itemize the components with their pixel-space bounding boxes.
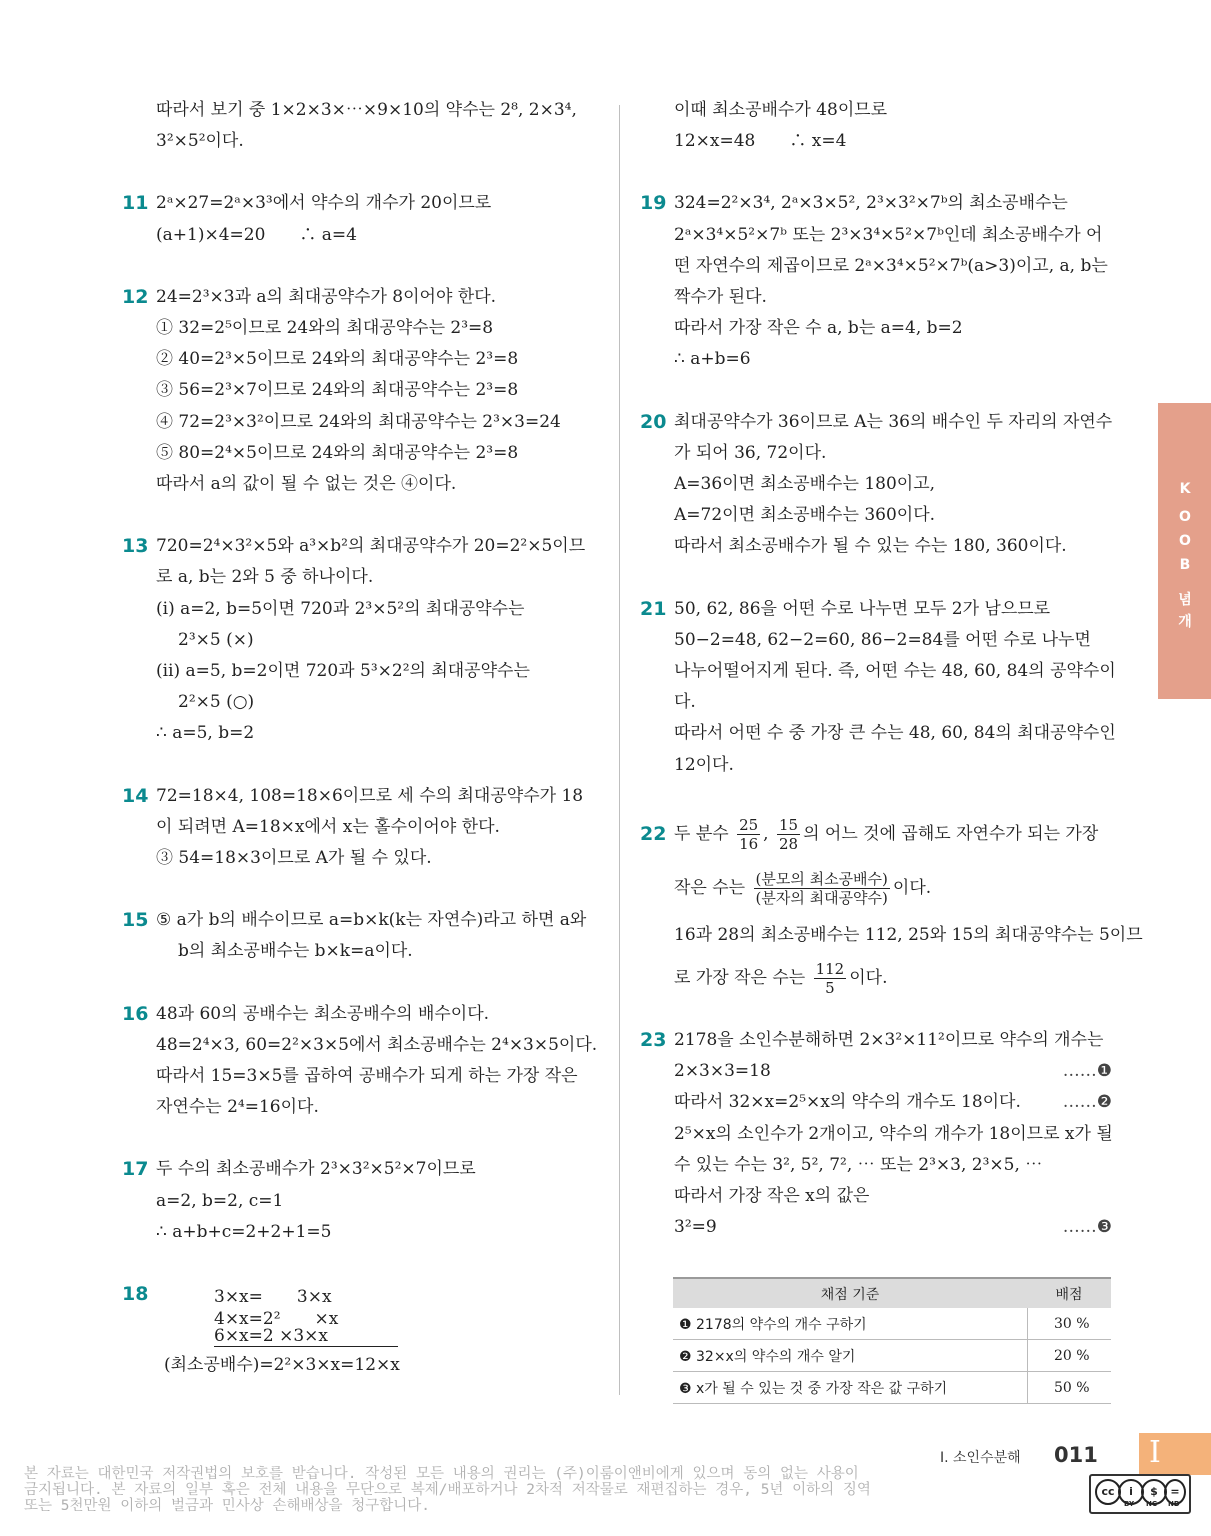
problem-number: 22	[640, 822, 667, 845]
text-line: A=72이면 최소공배수는 360이다.	[674, 505, 936, 526]
text-line: 이 되려면 A=18×x에서 x는 홀수이어야 한다.	[156, 816, 500, 837]
text-line: 떤 자연수의 제곱이므로 2ᵃ×3⁴×5²×7ᵇ(a>3)이고, a, b는	[674, 255, 1108, 276]
text-line: 2⁵×x의 소인수가 2개이고, 약수의 개수가 18이므로 x가 될	[674, 1123, 1113, 1144]
separator: ,	[763, 823, 769, 844]
text-line: a=2, b=2, c=1	[156, 1190, 284, 1211]
problem-20	[640, 407, 1112, 563]
side-tab-letter: B	[1179, 557, 1191, 573]
intro-block	[640, 95, 1112, 157]
text-line: ③ 56=2³×7이므로 24와의 최대공약수는 2³=8	[156, 380, 519, 401]
text-line: 따라서 보기 중 1×2×3×⋯×9×10의 약수는 2⁸, 2×3⁴,	[156, 100, 577, 120]
lcm-row: 4×x=2² ×x	[214, 1309, 339, 1330]
text-line: b의 최소공배수는 b×k=a이다.	[178, 941, 413, 962]
numerator: 15	[778, 815, 799, 834]
text-line: ④ 72=2³×3²이므로 24와의 최대공약수는 2³×3=24	[156, 411, 561, 432]
problem-14	[122, 781, 597, 875]
text-line: 로 a, b는 2와 5 중 하나이다.	[156, 567, 374, 588]
text-line: 다.	[674, 692, 696, 713]
points-cell: 50 %	[1027, 1372, 1111, 1404]
copyright-notice	[24, 1466, 1034, 1514]
text-line: 가 되어 36, 72이다.	[674, 442, 827, 463]
text-line: 따라서 어떤 수 중 가장 큰 수는 48, 60, 84의 최대공약수인	[674, 723, 1116, 744]
text-line: 짝수가 된다.	[674, 287, 767, 308]
fraction-25-16	[737, 816, 760, 853]
text-span: 로 가장 작은 수는	[674, 968, 806, 989]
text-line: 최대공약수가 36이므로 A는 36의 배수인 두 자리의 자연수	[674, 411, 1113, 432]
text-line: 50, 62, 86을 어떤 수로 나누면 모두 2가 남으므로	[674, 598, 1051, 619]
problem-number: 14	[122, 784, 149, 807]
problem-number: 16	[122, 1002, 149, 1025]
creative-commons-badge	[1089, 1474, 1191, 1514]
right-column	[640, 95, 1143, 1243]
criterion-cell: ❸ x가 될 수 있는 것 중 가장 작은 값 구하기	[673, 1372, 1027, 1404]
denominator: 5	[825, 979, 835, 998]
text-line: 48=2⁴×3, 60=2²×3×5에서 최소공배수는 2⁴×3×5이다.	[156, 1034, 598, 1055]
text-line: ∴ a+b=6	[674, 349, 751, 370]
text-line: 자연수는 2⁴=16이다.	[156, 1097, 319, 1118]
chapter-tab	[1139, 1433, 1211, 1475]
text-line: 2ᵃ×3⁴×5²×7ᵇ 또는 2³×3⁴×5²×7ᵇ인데 최소공배수가 어	[674, 224, 1103, 245]
text-line: 3²×5²이다.	[156, 131, 244, 152]
table-row	[673, 1308, 1111, 1340]
text-line: (ⅱ) a=5, b=2이면 720과 5³×2²의 최대공약수는	[156, 661, 530, 682]
criterion-cell: ❶ 2178의 약수의 개수 구하기	[673, 1308, 1027, 1340]
text-line: ① 32=2⁵이므로 24와의 최대공약수는 2³=8	[156, 318, 494, 339]
text-line: 따라서 최소공배수가 될 수 있는 수는 180, 360이다.	[674, 536, 1067, 557]
cc-label: NC	[1146, 1500, 1157, 1508]
problem-15	[122, 905, 597, 967]
lcm-row: 3×x= 3×x	[214, 1287, 332, 1308]
intro-block	[122, 95, 597, 157]
text-line: 2²×5 (○)	[178, 692, 255, 713]
noncommercial-icon: $	[1141, 1479, 1167, 1505]
problem-number: 13	[122, 535, 149, 558]
text-line: 72=18×4, 108=18×6이므로 세 수의 최대공약수가 18	[156, 785, 584, 806]
step-marker-1: ……❶	[1062, 1061, 1112, 1082]
text-line: ∴ a+b+c=2+2+1=5	[156, 1221, 332, 1242]
problem-17	[122, 1154, 597, 1248]
lcm-row: 6×x=2 ×3×x	[214, 1326, 398, 1347]
fraction-lcm-gcd	[754, 870, 890, 907]
problem-18	[122, 1279, 597, 1375]
text-line: 따라서 32×x=2⁵×x의 약수의 개수도 18이다.	[674, 1092, 1021, 1113]
problem-number: 17	[122, 1158, 149, 1181]
text-line: 720=2⁴×3²×5와 a³×b²의 최대공약수가 20=2²×5이므	[156, 536, 586, 557]
text-line: 48과 60의 공배수는 최소공배수의 배수이다.	[156, 1003, 490, 1024]
text-line: 2ᵃ×27=2ᵃ×3³에서 약수의 개수가 20이므로	[156, 193, 492, 214]
denominator: (분자의 최대공약수)	[755, 888, 888, 907]
text-line: 3²=9	[674, 1217, 717, 1238]
table-row	[673, 1372, 1111, 1404]
numerator: (분모의 최소공배수)	[755, 869, 888, 888]
side-tab-letter: 개	[1178, 614, 1192, 630]
text-line: 50−2=48, 62−2=60, 86−2=84를 어떤 수로 나누면	[674, 629, 1091, 650]
problem-number: 21	[640, 597, 667, 620]
fraction-15-28	[777, 816, 800, 853]
numerator: 25	[739, 815, 759, 834]
page-number: 011	[1054, 1443, 1098, 1467]
cc-icon: cc	[1095, 1479, 1121, 1505]
table-row	[673, 1340, 1111, 1372]
text-line: ② 40=2³×5이므로 24와의 최대공약수는 2³=8	[156, 349, 519, 370]
problem-21	[640, 594, 1116, 781]
text-span: 두 분수	[674, 823, 729, 844]
text-line: A=36이면 최소공배수는 180이고,	[674, 474, 936, 495]
problem-number: 20	[640, 410, 667, 433]
text-span: 이다.	[849, 968, 888, 989]
problem-number: 11	[122, 192, 149, 215]
text-line: 나누어떨어지게 된다. 즉, 어떤 수는 48, 60, 84의 공약수이	[674, 661, 1116, 682]
text-line: 12×x=48 ∴ x=4	[674, 131, 847, 152]
column-header: 배점	[1027, 1278, 1111, 1308]
copyright-line: 금지됩니다. 본 자료의 일부 혹은 전체 내용을 무단으로 복제/배포하거나 2차적 저작물로 재편집하는 경우, 5년 이하의 징역	[24, 1482, 871, 1498]
text-line: 2178을 소인수분해하면 2×3²×11²이므로 약수의 개수는	[674, 1030, 1104, 1051]
section-title: Ⅰ. 소인수분해	[940, 1450, 1021, 1466]
text-line: 따라서 가장 작은 수 a, b는 a=4, b=2	[674, 318, 963, 339]
text-line: 16과 28의 최소공배수는 112, 25와 15의 최대공약수는 5이므	[674, 924, 1143, 945]
text-line: 따라서 가장 작은 x의 값은	[674, 1186, 870, 1207]
text-line: (a+1)×4=20 ∴ a=4	[156, 224, 357, 245]
fraction-112-5	[814, 960, 847, 997]
text-line: 따라서 a의 값이 될 수 없는 것은 ④이다.	[156, 474, 457, 495]
problem-number: 12	[122, 285, 149, 308]
step-marker-3: ……❸	[1062, 1217, 1112, 1238]
text-line: 324=2²×3⁴, 2ᵃ×3×5², 2³×3²×7ᵇ의 최소공배수는	[674, 193, 1068, 214]
noderivs-icon: =	[1164, 1479, 1186, 1505]
numerator: 112	[815, 960, 845, 979]
text-line: 12이다.	[674, 754, 734, 775]
problem-16	[122, 999, 597, 1124]
problem-number: 15	[122, 909, 149, 932]
side-tab-letter: O	[1179, 509, 1191, 525]
text-span: 의 어느 것에 곱해도 자연수가 되는 가장	[803, 823, 1099, 844]
step-marker-2: ……❷	[1062, 1092, 1112, 1113]
cc-label: BY	[1124, 1500, 1135, 1508]
side-tab-letter: O	[1179, 533, 1191, 549]
points-cell: 30 %	[1027, 1308, 1111, 1340]
cc-label: ND	[1168, 1500, 1180, 1508]
problem-number: 23	[640, 1029, 667, 1052]
problem-number: 19	[640, 192, 667, 215]
chapter-tab-label: Ⅰ	[1149, 1435, 1161, 1470]
text-line: (ⅰ) a=2, b=5이면 720과 2³×5²의 최대공약수는	[156, 598, 525, 619]
table-header-row	[673, 1278, 1111, 1308]
points-cell: 20 %	[1027, 1340, 1111, 1372]
text-line: ∴ a=5, b=2	[156, 723, 255, 744]
text-span: 이다.	[892, 877, 932, 898]
text-line: ⑤ 80=2⁴×5이므로 24와의 최대공약수는 2³=8	[156, 442, 519, 463]
side-tab-letter: 념	[1178, 592, 1192, 608]
problem-19	[640, 188, 1112, 375]
problem-22	[640, 812, 1143, 1005]
problem-number: 18	[122, 1283, 149, 1306]
text-line: 2³×5 (×)	[178, 629, 254, 650]
problem-23	[640, 1025, 1112, 1243]
copyright-line: 본 자료는 대한민국 저작권법의 보호를 받습니다. 작성된 모든 내용의 권리는 (주)이룸이앤비에게 있으며 동의 없는 사용이	[24, 1466, 859, 1482]
problem-13	[122, 531, 597, 749]
side-tab-letter: K	[1179, 481, 1191, 497]
text-span: 작은 수는	[674, 877, 746, 898]
text-line: ③ 54=18×3이므로 A가 될 수 있다.	[156, 848, 432, 869]
text-line: 이때 최소공배수가 48이므로	[674, 100, 888, 120]
problem-11	[122, 188, 597, 250]
criterion-cell: ❷ 32×x의 약수의 개수 알기	[673, 1340, 1027, 1372]
column-header: 채점 기준	[673, 1278, 1027, 1308]
text-line: 2×3×3=18	[674, 1061, 771, 1082]
text-line: 24=2³×3과 a의 최대공약수가 8이어야 한다.	[156, 286, 497, 307]
scoring-table	[673, 1277, 1111, 1404]
left-column	[122, 95, 597, 1375]
text-line: 두 수의 최소공배수가 2³×3²×5²×7이므로	[156, 1159, 476, 1180]
attribution-icon: i	[1118, 1479, 1144, 1505]
denominator: 28	[778, 834, 799, 853]
lcm-result: (최소공배수)=2²×3×x=12×x	[164, 1355, 400, 1376]
problem-12	[122, 282, 597, 500]
text-line: 따라서 15=3×5를 곱하여 공배수가 되게 하는 가장 작은	[156, 1066, 578, 1087]
text-line: 수 있는 수는 3², 5², 7², ⋯ 또는 2³×3, 2³×5, ⋯	[674, 1154, 1043, 1175]
side-tab-concept-book	[1158, 403, 1211, 699]
text-line: ⑤ a가 b의 배수이므로 a=b×k(k는 자연수)라고 하면 a와	[156, 910, 587, 931]
denominator: 16	[739, 834, 759, 853]
copyright-line: 또는 5천만원 이하의 벌금과 민사상 손해배상을 청구합니다.	[24, 1498, 431, 1514]
column-divider	[619, 105, 620, 1395]
